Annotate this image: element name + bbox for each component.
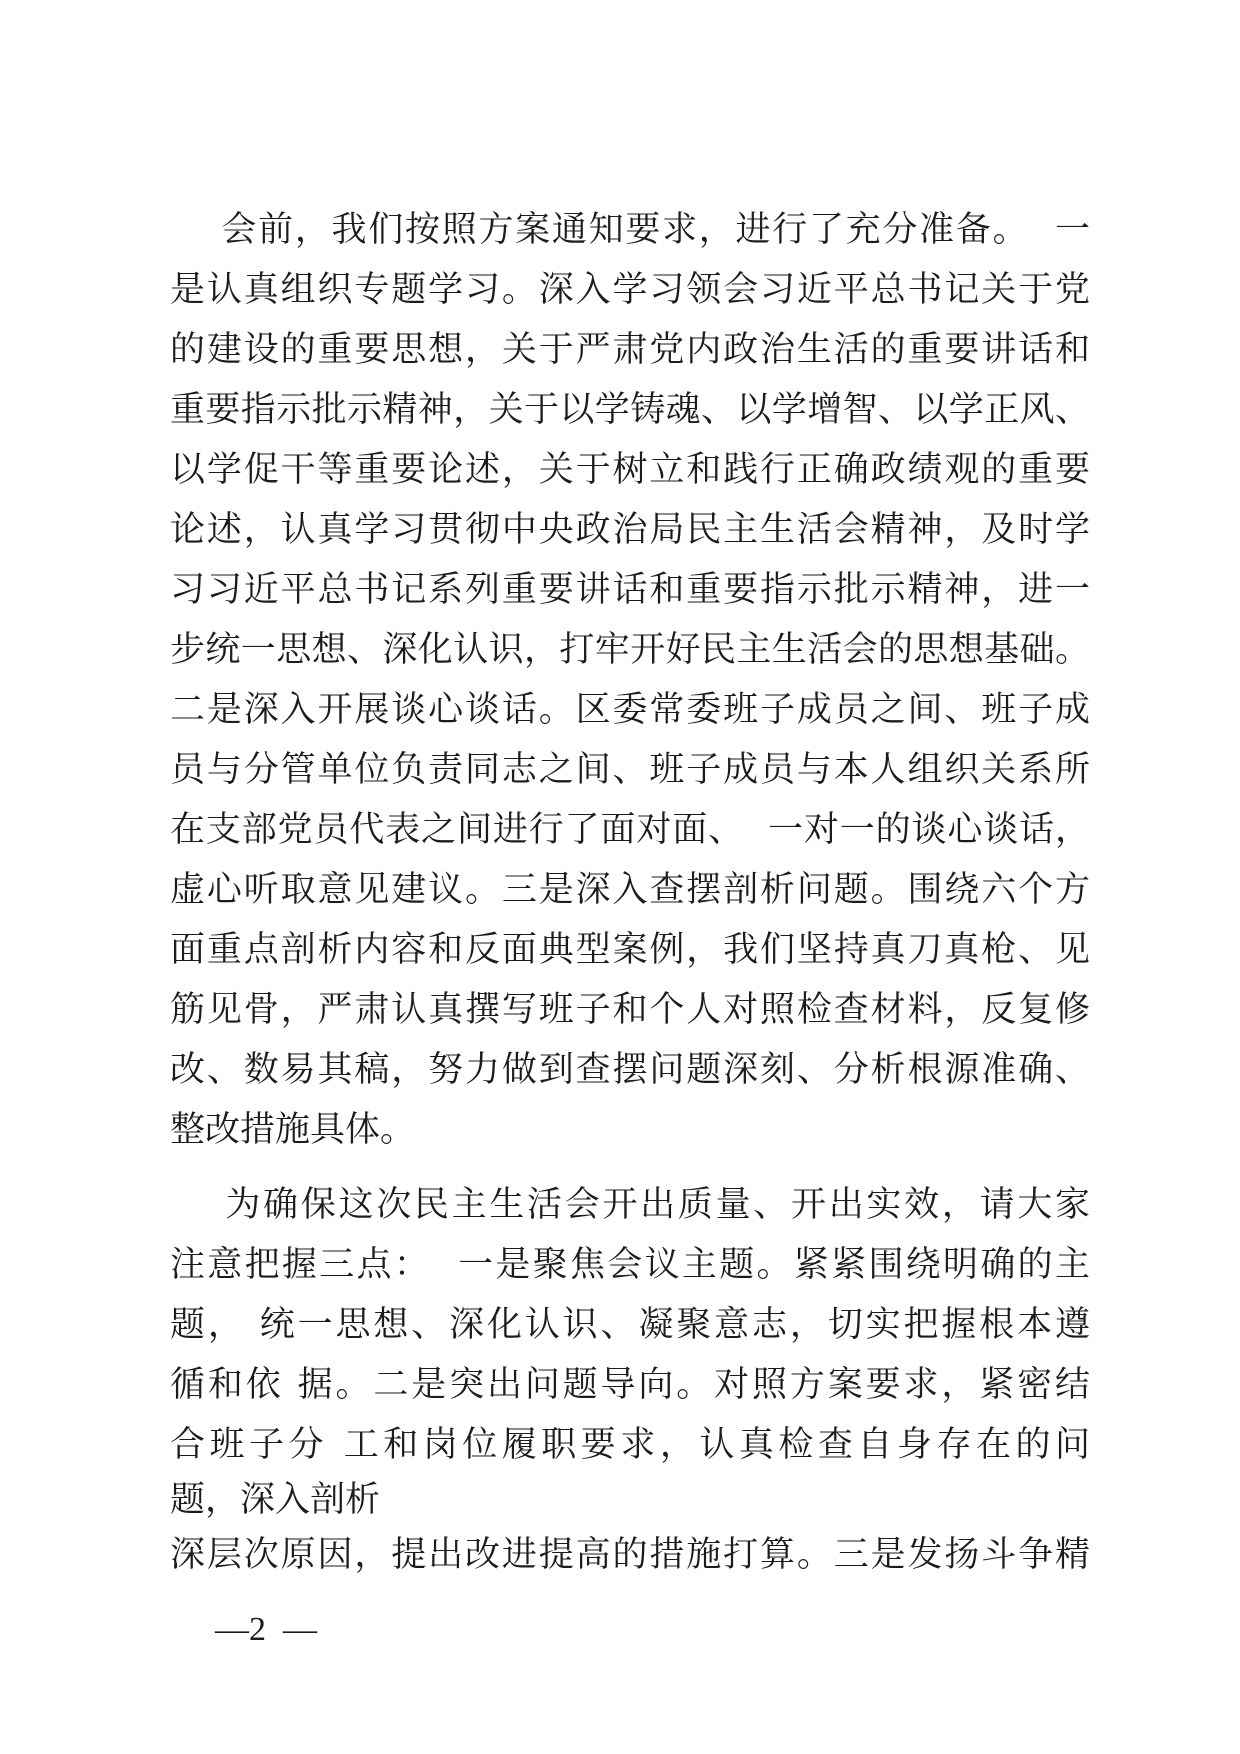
paragraph-2-line-3: 题， 统一思想、深化认识、凝聚意志，切实把握根本遵 (170, 1305, 1090, 1345)
paragraph-1-line-15: 改、数易其稿，努力做到查摆问题深刻、分析根源准确、 (170, 1050, 1090, 1090)
paragraph-1-line-4: 重要指示批示精神，关于以学铸魂、以学增智、以学正风、 (170, 390, 1090, 430)
paragraph-1-line-10: 员与分管单位负责同志之间、班子成员与本人组织关系所 (170, 750, 1090, 790)
paragraph-1-line-16: 整改措施具体。 (170, 1110, 416, 1150)
paragraph-2-line-1: 为确保这次民主生活会开出质量、开出实效，请大家 (170, 1185, 1090, 1225)
paragraph-1-line-6: 论述，认真学习贯彻中央政治局民主生活会精神，及时学 (170, 510, 1090, 550)
paragraph-1-line-11: 在支部党员代表之间进行了面对面、 一对一的谈心谈话， (170, 810, 1090, 850)
paragraph-1-line-9: 二是深入开展谈心谈话。区委常委班子成员之间、班子成 (170, 690, 1090, 730)
paragraph-2-line-5: 合班子分 工和岗位履职要求，认真检查自身存在的问 (170, 1425, 1090, 1465)
paragraph-1-line-1: 会前，我们按照方案通知要求，进行了充分准备。 一 (170, 210, 1090, 250)
paragraph-1-line-5: 以学促干等重要论述，关于树立和践行正确政绩观的重要 (170, 450, 1090, 490)
paragraph-1-line-7: 习习近平总书记系列重要讲话和重要指示批示精神，进一 (170, 570, 1090, 610)
paragraph-1-line-8: 步统一思想、深化认识，打牢开好民主生活会的思想基础。 (170, 630, 1090, 670)
paragraph-2-line-4: 循和依 据。二是突出问题导向。对照方案要求，紧密结 (170, 1365, 1090, 1405)
paragraph-2-line-2: 注意把握三点： 一是聚焦会议主题。紧紧围绕明确的主 (170, 1245, 1090, 1285)
paragraph-2-line-7: 深层次原因，提出改进提高的措施打算。三是发扬斗争精 (170, 1535, 1090, 1575)
paragraph-1-line-13: 面重点剖析内容和反面典型案例，我们坚持真刀真枪、见 (170, 930, 1090, 970)
paragraph-1-line-14: 筋见骨，严肃认真撰写班子和个人对照检查材料，反复修 (170, 990, 1090, 1030)
paragraph-1-line-12: 虚心听取意见建议。三是深入查摆剖析问题。围绕六个方 (170, 870, 1090, 910)
paragraph-1-line-2: 是认真组织专题学习。深入学习领会习近平总书记关于党 (170, 270, 1090, 310)
page-number: —2 — (215, 1611, 317, 1648)
paragraph-2-line-6: 题，深入剖析 (170, 1480, 381, 1520)
paragraph-1-line-3: 的建设的重要思想，关于严肃党内政治生活的重要讲话和 (170, 330, 1090, 370)
